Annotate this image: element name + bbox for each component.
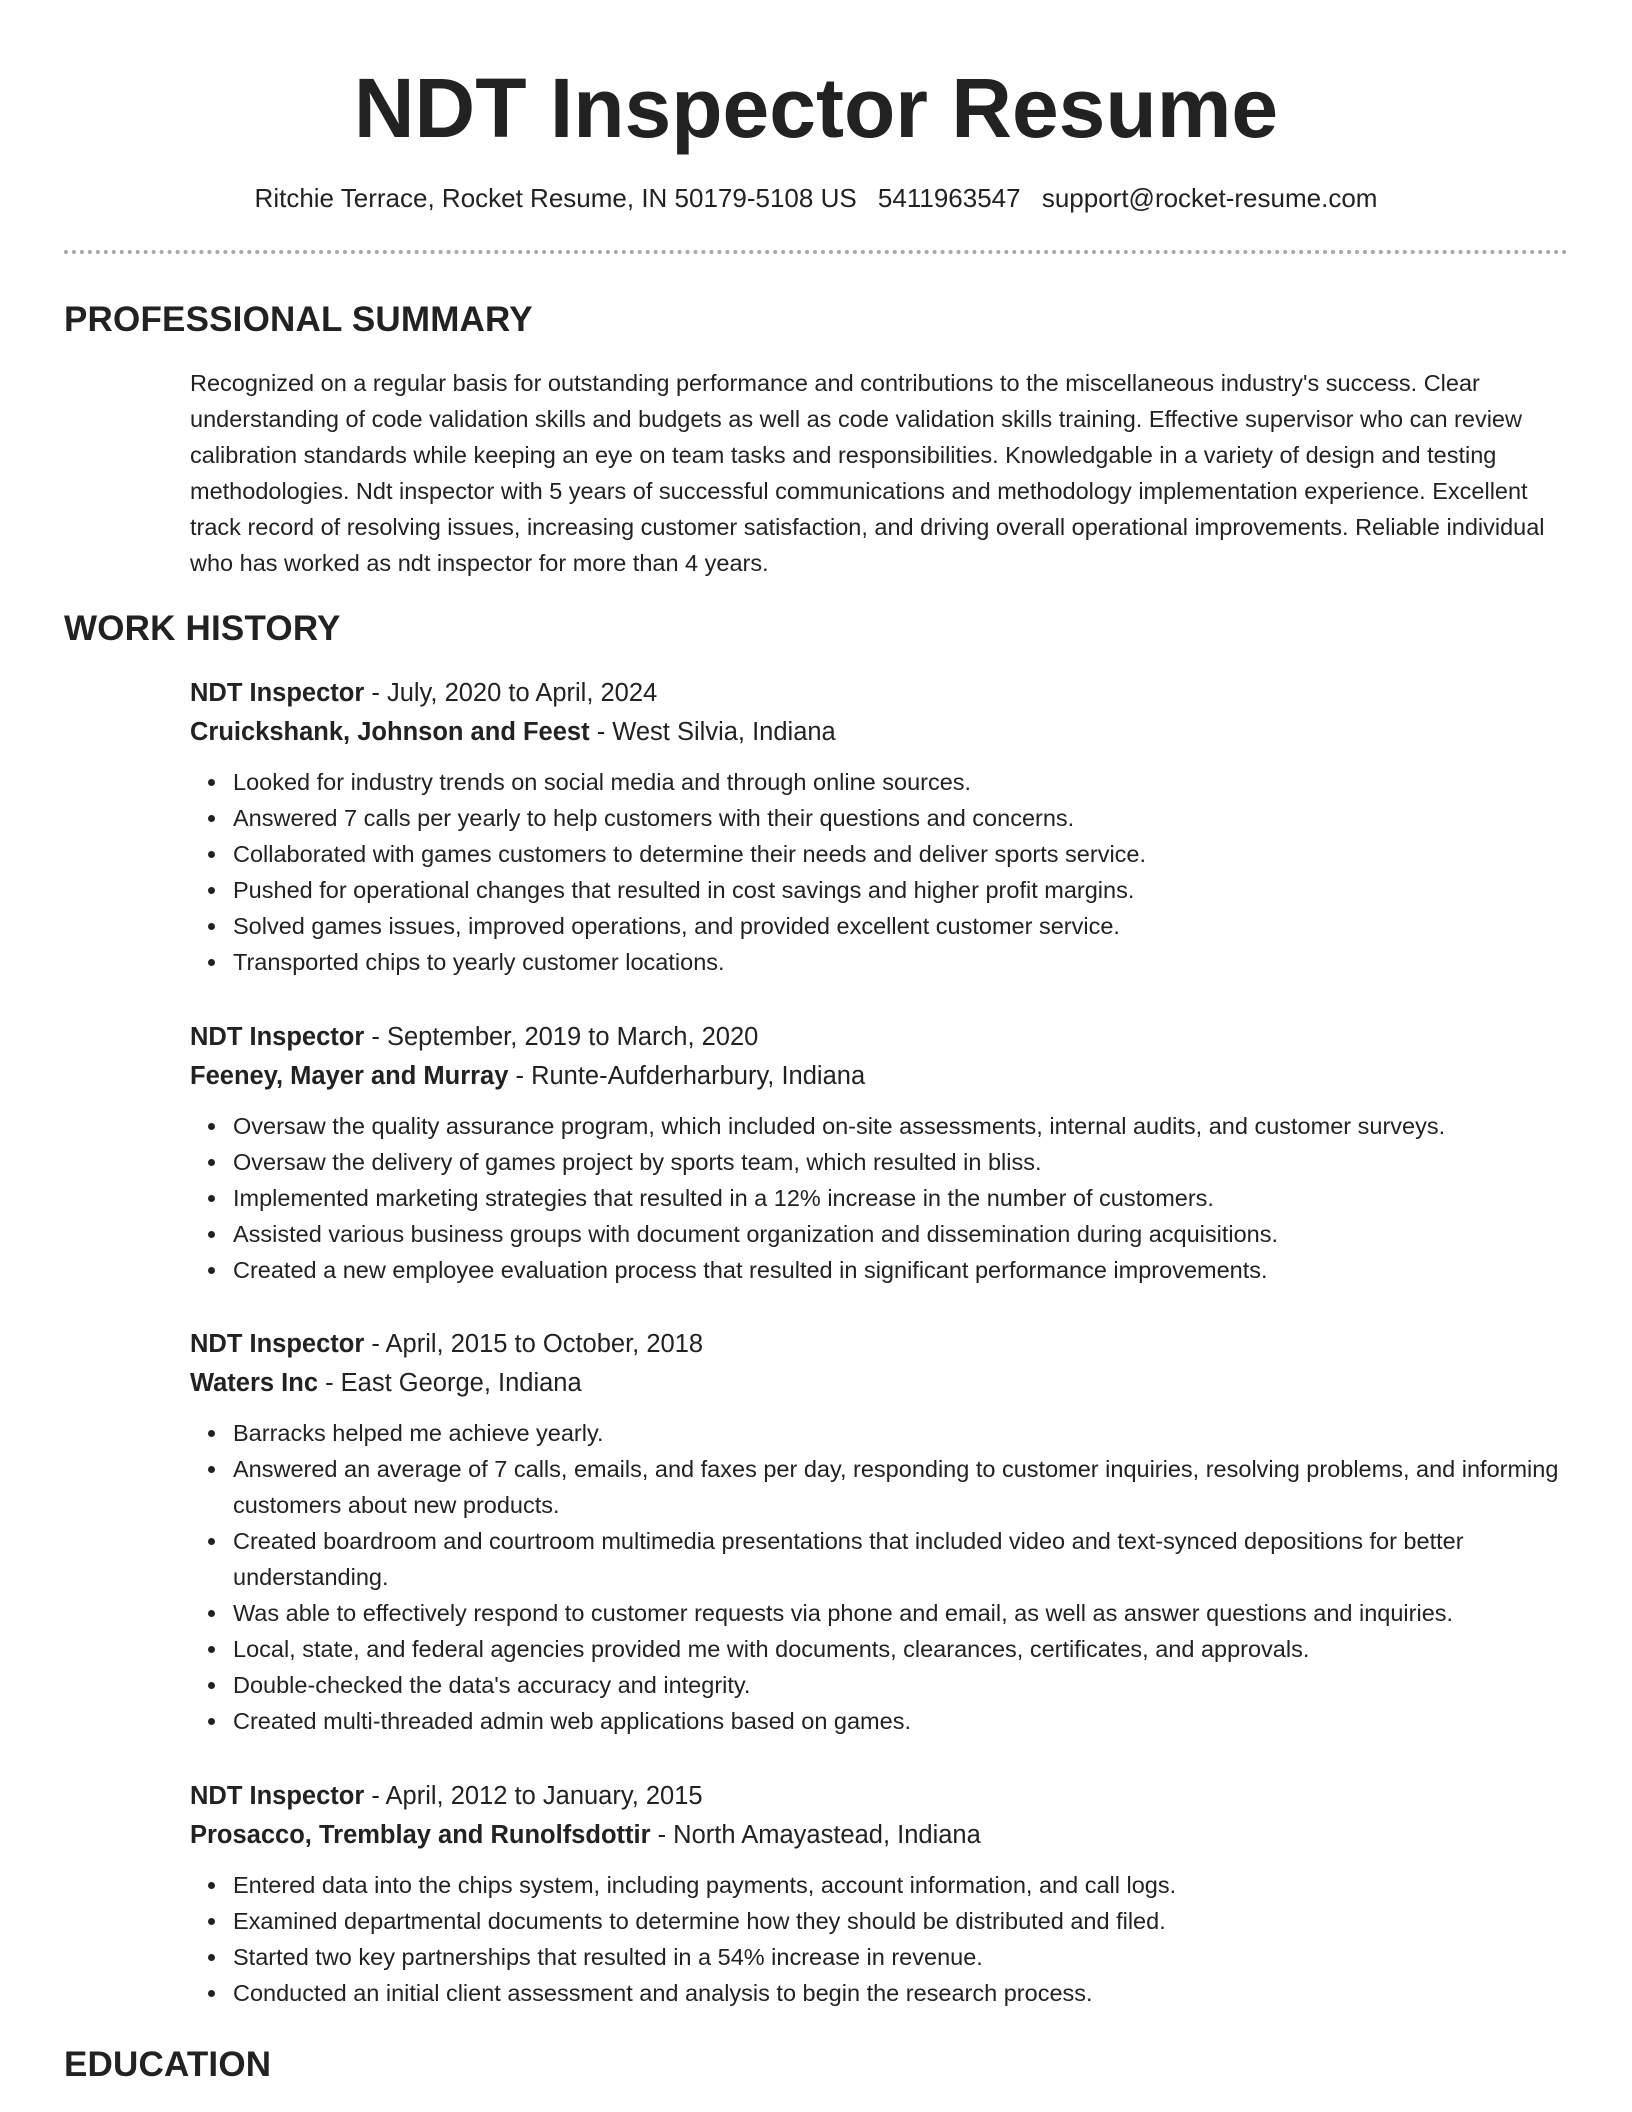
job-bullet: Transported chips to yearly customer locations. bbox=[190, 944, 1570, 980]
summary-text: Recognized on a regular basis for outstanding performance and contributions to the miscellaneous industry's success. Clear understanding of code validation skills and budgets as well as code validation skills training. Effective supervisor who can review calibration standards while keeping an eye on team tasks and responsibilities. Knowledgable in a variety of design and testing methodologies. Ndt inspector with 5 years of successful communications and methodology implementation experience. Excellent track record of resolving issues, increasing customer satisfaction, and driving overall operational improvements. Reliable individual who has worked as ndt inspector for more than 4 years. bbox=[190, 370, 1545, 576]
contact-phone: 5411963547 bbox=[877, 183, 1021, 213]
job-bullet: Answered an average of 7 calls, emails, and faxes per day, responding to customer inquiries, resolving problems, and informing customers about new products. bbox=[190, 1451, 1570, 1523]
job-entry bbox=[190, 1777, 1570, 2011]
job-bullet-list bbox=[190, 1108, 1570, 1288]
section-heading-work-history: WORK HISTORY bbox=[64, 609, 341, 648]
contact-line bbox=[0, 180, 1632, 216]
job-bullet: Looked for industry trends on social media and through online sources. bbox=[190, 764, 1570, 800]
job-bullet: Solved games issues, improved operations, and provided excellent customer service. bbox=[190, 908, 1570, 944]
job-company: Cruickshank, Johnson and Feest bbox=[190, 718, 590, 746]
job-bullet: Answered 7 calls per yearly to help customers with their questions and concerns. bbox=[190, 800, 1570, 836]
job-bullet: Created a new employee evaluation process that resulted in significant performance improvements. bbox=[190, 1252, 1570, 1288]
job-bullet: Was able to effectively respond to customer requests via phone and email, as well as answer questions and inquiries. bbox=[190, 1595, 1570, 1631]
job-bullet-list bbox=[190, 764, 1570, 980]
job-bullet-list bbox=[190, 1415, 1570, 1739]
job-title-line bbox=[190, 1777, 1570, 1816]
job-company: Prosacco, Tremblay and Runolfsdottir bbox=[190, 1821, 651, 1849]
job-title: NDT Inspector bbox=[190, 679, 365, 707]
job-bullet: Examined departmental documents to determine how they should be distributed and filed. bbox=[190, 1903, 1570, 1939]
job-company-line bbox=[190, 1057, 1570, 1096]
job-dates: - April, 2015 to October, 2018 bbox=[364, 1330, 704, 1358]
job-bullet: Created boardroom and courtroom multimedia presentations that included video and text-synced depositions for better understanding. bbox=[190, 1523, 1570, 1595]
job-bullet: Created multi-threaded admin web applications based on games. bbox=[190, 1703, 1570, 1739]
section-heading-education: EDUCATION bbox=[64, 2045, 272, 2084]
job-bullet: Conducted an initial client assessment and analysis to begin the research process. bbox=[190, 1975, 1570, 2011]
job-bullet: Collaborated with games customers to determine their needs and deliver sports service. bbox=[190, 836, 1570, 872]
job-dates: - April, 2012 to January, 2015 bbox=[364, 1782, 703, 1810]
page-title: NDT Inspector Resume bbox=[353, 61, 1279, 155]
job-company-line bbox=[190, 713, 1570, 752]
contact-address: Ritchie Terrace, Rocket Resume, IN 50179-5108 US bbox=[254, 183, 857, 213]
job-title-line bbox=[190, 1018, 1570, 1057]
job-dates: - July, 2020 to April, 2024 bbox=[364, 679, 658, 707]
job-title-line bbox=[190, 1325, 1570, 1364]
job-entry bbox=[190, 674, 1570, 980]
job-bullet: Local, state, and federal agencies provided me with documents, clearances, certificates, and approvals. bbox=[190, 1631, 1570, 1667]
job-company: Waters Inc bbox=[190, 1369, 319, 1397]
section-heading-summary: PROFESSIONAL SUMMARY bbox=[64, 300, 533, 339]
job-company-line bbox=[190, 1364, 1570, 1403]
job-bullet: Oversaw the delivery of games project by sports team, which resulted in bliss. bbox=[190, 1144, 1570, 1180]
contact-email: support@rocket-resume.com bbox=[1041, 183, 1378, 213]
job-entry bbox=[190, 1018, 1570, 1288]
job-location: - Runte-Aufderharbury, Indiana bbox=[508, 1062, 866, 1090]
job-title: NDT Inspector bbox=[190, 1782, 365, 1810]
job-title: NDT Inspector bbox=[190, 1023, 365, 1051]
job-bullet: Barracks helped me achieve yearly. bbox=[190, 1415, 1570, 1451]
job-location: - West Silvia, Indiana bbox=[589, 718, 836, 746]
job-bullet: Implemented marketing strategies that resulted in a 12% increase in the number of customers. bbox=[190, 1180, 1570, 1216]
job-title-line bbox=[190, 674, 1570, 713]
job-title: NDT Inspector bbox=[190, 1330, 365, 1358]
job-bullet: Entered data into the chips system, including payments, account information, and call logs. bbox=[190, 1867, 1570, 1903]
job-location: - North Amayastead, Indiana bbox=[650, 1821, 981, 1849]
job-bullet: Pushed for operational changes that resulted in cost savings and higher profit margins. bbox=[190, 872, 1570, 908]
job-location: - East George, Indiana bbox=[318, 1369, 582, 1397]
job-company: Feeney, Mayer and Murray bbox=[190, 1062, 509, 1090]
job-bullet-list bbox=[190, 1867, 1570, 2011]
job-bullet: Oversaw the quality assurance program, which included on-site assessments, internal audits, and customer surveys. bbox=[190, 1108, 1570, 1144]
job-bullet: Double-checked the data's accuracy and integrity. bbox=[190, 1667, 1570, 1703]
job-entry bbox=[190, 1325, 1570, 1739]
job-company-line bbox=[190, 1816, 1570, 1855]
header-divider bbox=[64, 250, 1568, 254]
job-bullet: Started two key partnerships that resulted in a 54% increase in revenue. bbox=[190, 1939, 1570, 1975]
job-dates: - September, 2019 to March, 2020 bbox=[364, 1023, 759, 1051]
job-bullet: Assisted various business groups with document organization and dissemination during acquisitions. bbox=[190, 1216, 1570, 1252]
